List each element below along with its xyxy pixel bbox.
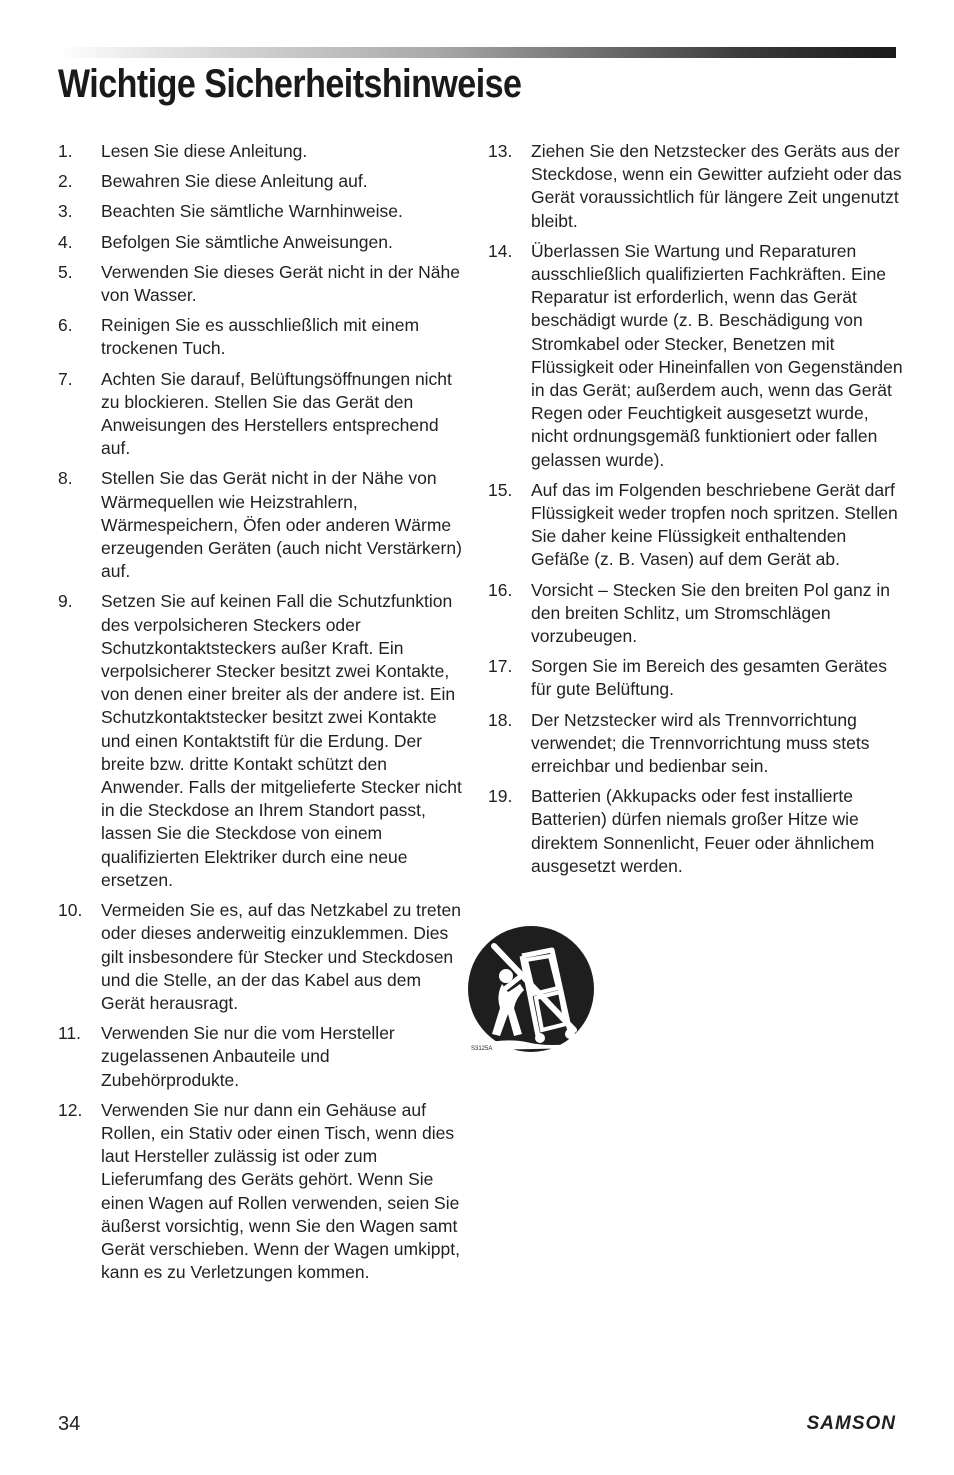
page-number: 34 xyxy=(58,1413,81,1435)
instruction-number: 2. xyxy=(58,171,73,192)
instruction-text: Ziehen Sie den Netzstecker des Geräts aus der Steckdose, wenn ein Gewitter aufzieht oder das Gerät voraussichtlich für längere Zeit ungenutzt bleibt. xyxy=(531,141,902,231)
instruction-text: Der Netzstecker wird als Trennvorrichtung verwendet; die Trennvorrichtung muss stets erreichbar und bedienbar sein. xyxy=(531,709,870,777)
instruction-text: Verwenden Sie dieses Gerät nicht in der Nähe von Wasser. xyxy=(101,261,460,306)
instruction-text: Verwenden Sie nur dann ein Gehäuse auf Rollen, ein Stativ oder einen Tisch, wenn dies laut Hersteller zulässig ist oder zum Lieferumfang des Geräts gehört. Wenn Sie einen Wagen auf Rollen verwenden, seien Sie äußerst vorsichtig, wenn Sie den Wagen samt Gerät verschieben. Wenn der Wagen umkippt, kann es zu Verletzungen kommen. xyxy=(101,1099,460,1283)
instruction-number: 17. xyxy=(488,656,513,677)
instruction-number: 6. xyxy=(58,315,73,336)
instruction-item xyxy=(58,140,468,163)
instruction-item xyxy=(488,709,903,779)
instruction-item xyxy=(58,200,468,223)
symbol-code: S3125A xyxy=(471,1046,493,1052)
instruction-item xyxy=(58,231,468,254)
page-title: Wichtige Sicherheitshinweise xyxy=(58,62,522,106)
instruction-item xyxy=(488,579,903,649)
instruction-item xyxy=(488,240,903,472)
instruction-number: 11. xyxy=(58,1023,82,1044)
instruction-item xyxy=(58,170,468,193)
instruction-item xyxy=(488,785,903,878)
instruction-text: Lesen Sie diese Anleitung. xyxy=(101,141,308,161)
instruction-item xyxy=(58,899,468,1015)
instruction-number: 3. xyxy=(58,201,73,222)
instruction-text: Reinigen Sie es ausschließlich mit einem trockenen Tuch. xyxy=(101,315,420,359)
instruction-text: Befolgen Sie sämtliche Anweisungen. xyxy=(101,231,393,252)
instruction-item xyxy=(58,1099,468,1285)
instruction-text: Achten Sie darauf, Belüftungsöffnungen nicht zu blockieren. Stellen Sie das Gerät den Anweisungen des Herstellers entsprechend auf. xyxy=(101,368,452,459)
instruction-text: Beachten Sie sämtliche Warnhinweise. xyxy=(101,201,403,222)
instruction-number: 5. xyxy=(58,261,73,282)
instruction-text: Stellen Sie das Gerät nicht in der Nähe von Wärmequellen wie Heizstrahlern, Wärmespeichern, Öfen oder anderen Wärme erzeugenden Geräten (auch nicht Verstärkern) auf. xyxy=(101,468,462,582)
instruction-item xyxy=(488,655,903,701)
instruction-number: 13. xyxy=(488,141,513,161)
instruction-number: 4. xyxy=(58,231,73,252)
instruction-item xyxy=(58,314,468,360)
instruction-number: 1. xyxy=(58,141,73,161)
instruction-number: 9. xyxy=(58,591,73,612)
header-gradient-bar xyxy=(58,47,896,58)
cart-tip-over-warning-icon xyxy=(466,926,596,1056)
instruction-number: 7. xyxy=(58,368,73,389)
instruction-number: 15. xyxy=(488,479,513,500)
instruction-text: Überlassen Sie Wartung und Reparaturen ausschließlich qualifizierten Fachkräften. Eine Reparatur ist erforderlich, wenn das Gerät beschädigt wurde (z. B. Beschädigung von Stromkabel oder Stecker, Benetzen mit Flüssigkeit oder Hineinfallen von Gegenständen in das Gerät; außerdem auch, wenn das Gerät Regen oder Feuchtigkeit ausgesetzt wurde, nicht ordnungsgemäß funktioniert oder fallen gelassen wurde). xyxy=(531,240,903,470)
instruction-text: Vorsicht – Stecken Sie den breiten Pol ganz in den breiten Schlitz, um Stromschlägen vorzubeugen. xyxy=(531,579,890,647)
instruction-number: 14. xyxy=(488,240,513,261)
instruction-item xyxy=(488,140,903,233)
instructions-column-left xyxy=(58,140,468,1291)
instruction-item xyxy=(58,590,468,892)
instruction-text: Batterien (Akkupacks oder fest installierte Batterien) dürfen niemals großer Hitze wie direktem Sonnenlicht, Feuer oder ähnlichem ausgesetzt werden. xyxy=(531,786,875,876)
instruction-number: 16. xyxy=(488,579,513,600)
instruction-item xyxy=(488,479,903,572)
instruction-item xyxy=(58,1022,468,1092)
instruction-item xyxy=(58,368,468,461)
instruction-number: 18. xyxy=(488,709,513,730)
instruction-text: Vermeiden Sie es, auf das Netzkabel zu treten oder dieses anderweitig einzuklemmen. Dies gilt insbesondere für Stecker und Steckdosen und die Stelle, an der das Kabel aus dem Gerät herausragt. xyxy=(101,900,461,1013)
instruction-number: 10. xyxy=(58,900,83,921)
instruction-number: 8. xyxy=(58,468,73,489)
instructions-column-right xyxy=(488,140,903,885)
instruction-number: 12. xyxy=(58,1099,83,1120)
brand-logo: SAMSON xyxy=(806,1413,896,1434)
instruction-text: Setzen Sie auf keinen Fall die Schutzfunktion des verpolsicheren Steckers oder Schutzkontaktsteckers außer Kraft. Ein verpolsicherer Stecker besitzt zwei Kontakte, von denen einer breiter als der andere ist. Ein Schutzkontaktstecker besitzt zwei Kontakte und einen Kontaktstift für die Erdung. Der breite bzw. dritte Kontakt schützt den Anwender. Falls der mitgelieferte Stecker nicht in die Steckdose an Ihrem Standort passt, lassen Sie die Steckdose von einem qualifizierten Elektriker durch eine neue ersetzen. xyxy=(101,591,462,890)
instruction-text: Bewahren Sie diese Anleitung auf. xyxy=(101,171,368,192)
instruction-text: Auf das im Folgenden beschriebene Gerät darf Flüssigkeit weder tropfen noch spritzen. Stellen Sie daher keine Flüssigkeit enthaltenden Gefäße (z. B. Vasen) auf dem Gerät ab. xyxy=(531,479,898,570)
instruction-item xyxy=(58,467,468,583)
instruction-text: Verwenden Sie nur die vom Hersteller zugelassenen Anbauteile und Zubehörprodukte. xyxy=(101,1023,395,1090)
instruction-number: 19. xyxy=(488,786,513,807)
instruction-item xyxy=(58,261,468,307)
instruction-text: Sorgen Sie im Bereich des gesamten Gerätes für gute Belüftung. xyxy=(531,656,888,700)
